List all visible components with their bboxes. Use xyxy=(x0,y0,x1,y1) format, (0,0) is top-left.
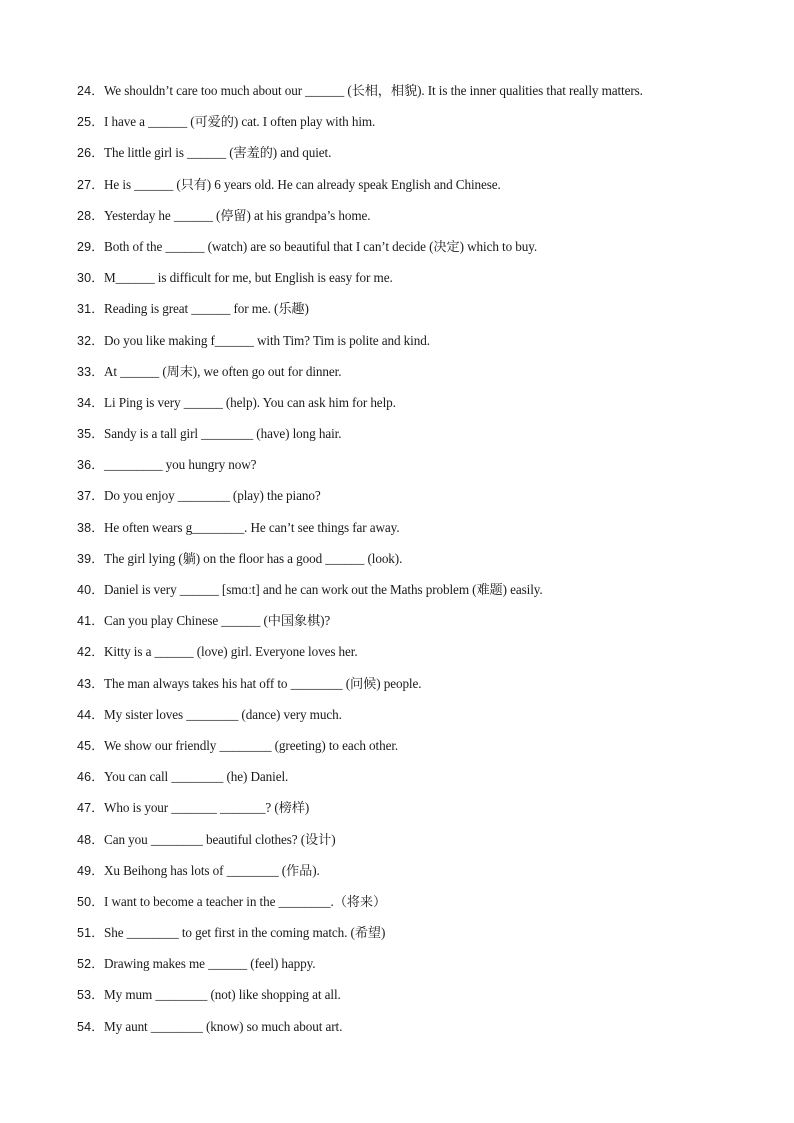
question-text: At ______ (周末), we often go out for dinner. xyxy=(104,363,342,379)
question-item xyxy=(77,174,757,205)
question-text: I want to become a teacher in the ________.（将来） xyxy=(104,893,387,909)
question-number: 42． xyxy=(77,645,105,660)
question-number: 31． xyxy=(77,302,105,317)
question-text: Sandy is a tall girl ________ (have) long hair. xyxy=(104,426,342,442)
question-item xyxy=(77,984,757,1015)
question-item xyxy=(77,548,757,579)
question-item xyxy=(77,142,757,173)
question-text: My sister loves ________ (dance) very much. xyxy=(104,706,342,722)
question-text: The man always takes his hat off to ________ (问候) people. xyxy=(104,675,422,691)
question-item xyxy=(77,829,757,860)
question-text: Li Ping is very ______ (help). You can ask him for help. xyxy=(104,394,396,410)
question-item xyxy=(77,922,757,953)
question-item xyxy=(77,517,757,548)
question-item xyxy=(77,330,757,361)
question-number: 53． xyxy=(77,988,105,1003)
question-text: We shouldn’t care too much about our ______ (长相，相貌). It is the inner qualities that really matters. xyxy=(104,83,643,98)
question-number: 45． xyxy=(77,738,105,753)
question-text: My aunt ________ (know) so much about art. xyxy=(104,1018,343,1034)
question-number: 34． xyxy=(77,395,105,410)
question-number: 26． xyxy=(77,146,105,161)
question-item xyxy=(77,454,757,485)
question-number: 51． xyxy=(77,926,105,941)
question-number: 46． xyxy=(77,770,105,785)
question-text: M______ is difficult for me, but English is easy for me. xyxy=(104,270,393,286)
question-item xyxy=(77,111,757,142)
question-item xyxy=(77,641,757,672)
question-number: 32． xyxy=(77,333,105,348)
question-text: Both of the ______ (watch) are so beautiful that I can’t decide (决定) which to buy. xyxy=(104,238,538,254)
question-item xyxy=(77,735,757,766)
question-text: Can you ________ beautiful clothes? (设计) xyxy=(104,831,336,847)
question-number: 25． xyxy=(77,115,105,130)
question-number: 33． xyxy=(77,364,105,379)
question-item xyxy=(77,298,757,329)
question-text: He often wears g________. He can’t see things far away. xyxy=(104,519,400,535)
question-number: 38． xyxy=(77,520,105,535)
question-item xyxy=(77,673,757,704)
question-number: 48． xyxy=(77,832,105,847)
question-item xyxy=(77,80,757,111)
question-text: I have a ______ (可爱的) cat. I often play with him. xyxy=(104,114,376,130)
question-item xyxy=(77,860,757,891)
question-number: 28． xyxy=(77,208,105,223)
question-text: Xu Beihong has lots of ________ (作品). xyxy=(104,862,320,878)
question-text: _________ you hungry now? xyxy=(104,457,257,473)
question-item xyxy=(77,797,757,828)
question-text: Yesterday he ______ (停留) at his grandpa’s home. xyxy=(104,207,371,223)
question-text: Daniel is very ______ [smɑːt] and he can work out the Maths problem (难题) easily. xyxy=(104,582,543,597)
question-number: 35． xyxy=(77,427,105,442)
question-text: Do you enjoy ________ (play) the piano? xyxy=(104,488,321,504)
question-text: My mum ________ (not) like shopping at all. xyxy=(104,987,341,1003)
question-item xyxy=(77,579,757,610)
question-item xyxy=(77,891,757,922)
question-text: Drawing makes me ______ (feel) happy. xyxy=(104,956,316,972)
question-number: 24． xyxy=(77,84,105,98)
question-item xyxy=(77,267,757,298)
question-text: The girl lying (躺) on the floor has a good ______ (look). xyxy=(104,550,403,566)
question-text: Can you play Chinese ______ (中国象棋)? xyxy=(104,613,331,629)
question-number: 30． xyxy=(77,271,105,286)
question-number: 49． xyxy=(77,863,105,878)
question-number: 44． xyxy=(77,707,105,722)
question-number: 52． xyxy=(77,957,105,972)
question-text: Reading is great ______ for me. (乐趣) xyxy=(104,301,309,317)
question-number: 37． xyxy=(77,489,105,504)
question-item xyxy=(77,766,757,797)
question-number: 29． xyxy=(77,239,105,254)
question-number: 50． xyxy=(77,894,105,909)
question-number: 43． xyxy=(77,676,105,691)
question-text: Who is your _______ _______? (榜样) xyxy=(104,800,310,816)
question-text: Do you like making f______ with Tim? Tim is polite and kind. xyxy=(104,332,430,348)
question-number: 36． xyxy=(77,458,105,473)
question-text: He is ______ (只有) 6 years old. He can already speak English and Chinese. xyxy=(104,176,501,192)
question-text: The little girl is ______ (害羞的) and quiet. xyxy=(104,145,332,161)
question-item xyxy=(77,392,757,423)
question-text: You can call ________ (he) Daniel. xyxy=(104,769,289,785)
question-text: Kitty is a ______ (love) girl. Everyone loves her. xyxy=(104,644,358,660)
question-text: She ________ to get first in the coming match. (希望) xyxy=(104,925,386,941)
question-number: 39． xyxy=(77,551,105,566)
question-item xyxy=(77,704,757,735)
question-item xyxy=(77,236,757,267)
question-text: We show our friendly ________ (greeting) to each other. xyxy=(104,737,399,753)
question-item xyxy=(77,610,757,641)
question-item xyxy=(77,361,757,392)
question-item xyxy=(77,485,757,516)
question-number: 40． xyxy=(77,583,105,597)
question-number: 41． xyxy=(77,614,105,629)
question-item xyxy=(77,953,757,984)
question-number: 27． xyxy=(77,177,105,192)
question-number: 54． xyxy=(77,1019,105,1034)
question-list xyxy=(77,80,757,1047)
question-number: 47． xyxy=(77,801,105,816)
question-item xyxy=(77,1016,757,1047)
question-item xyxy=(77,423,757,454)
question-item xyxy=(77,205,757,236)
